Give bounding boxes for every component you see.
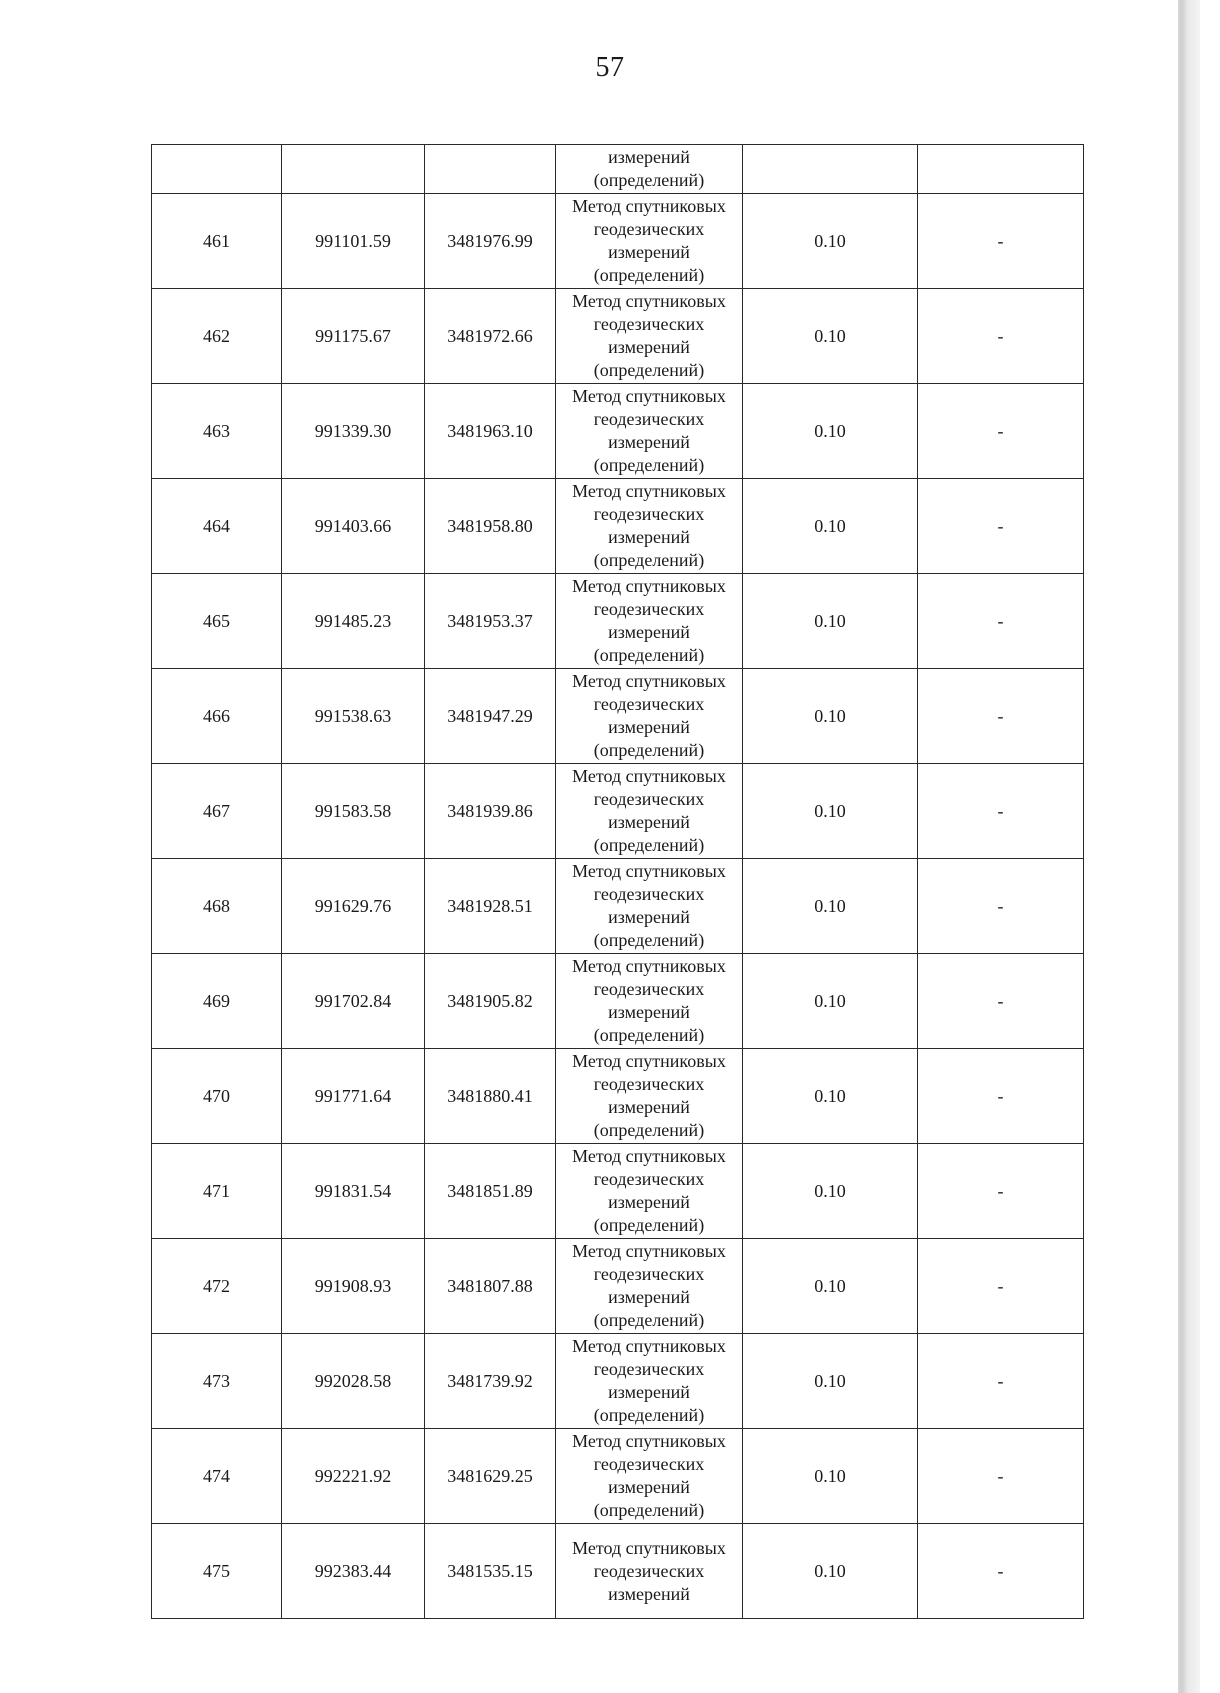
method-line: геодезических — [593, 884, 705, 904]
method-line: измерений — [608, 1002, 690, 1022]
method-cell — [556, 1144, 743, 1239]
method-cell — [556, 574, 743, 669]
method-line: измерений — [608, 907, 690, 927]
table-row — [152, 669, 1084, 764]
method-line: Метод спутниковых — [572, 291, 726, 311]
coordinates-table-body — [152, 145, 1084, 1619]
table-row — [152, 479, 1084, 574]
method-line: измерений — [608, 147, 690, 167]
method-cell — [556, 1049, 743, 1144]
x-coordinate-cell — [282, 145, 425, 194]
table-row — [152, 384, 1084, 479]
note-cell: - — [918, 194, 1084, 289]
method-line: измерений — [608, 527, 690, 547]
accuracy-cell: 0.10 — [743, 1049, 918, 1144]
y-coordinate-cell: 3481976.99 — [425, 194, 556, 289]
accuracy-cell: 0.10 — [743, 384, 918, 479]
accuracy-cell — [743, 145, 918, 194]
x-coordinate-cell: 991101.59 — [282, 194, 425, 289]
method-line: (определений) — [593, 1405, 705, 1425]
table-row — [152, 1334, 1084, 1429]
point-number-cell: 473 — [152, 1334, 282, 1429]
method-line: Метод спутниковых — [572, 861, 726, 881]
method-line: измерений — [608, 1192, 690, 1212]
table-row — [152, 764, 1084, 859]
point-number-cell: 464 — [152, 479, 282, 574]
accuracy-cell: 0.10 — [743, 669, 918, 764]
y-coordinate-cell: 3481905.82 — [425, 954, 556, 1049]
method-line: измерений — [608, 1583, 690, 1604]
method-line: геодезических — [593, 219, 705, 239]
method-line: геодезических — [593, 409, 705, 429]
accuracy-cell: 0.10 — [743, 1334, 918, 1429]
accuracy-cell: 0.10 — [743, 1144, 918, 1239]
method-line: измерений — [608, 622, 690, 642]
y-coordinate-cell — [425, 145, 556, 194]
method-line: Метод спутниковых — [572, 766, 726, 786]
method-line: Метод спутниковых — [572, 1431, 726, 1451]
method-line: измерений — [608, 1287, 690, 1307]
note-cell: - — [918, 954, 1084, 1049]
accuracy-cell: 0.10 — [743, 1524, 918, 1619]
method-line: измерений — [608, 1477, 690, 1497]
method-cell — [556, 289, 743, 384]
method-line: геодезических — [593, 979, 705, 999]
x-coordinate-cell: 992221.92 — [282, 1429, 425, 1524]
y-coordinate-cell: 3481629.25 — [425, 1429, 556, 1524]
table-row — [152, 859, 1084, 954]
table-row — [152, 1239, 1084, 1334]
method-line: геодезических — [593, 504, 705, 524]
method-line: геодезических — [593, 789, 705, 809]
method-line: (определений) — [593, 265, 705, 285]
method-cell — [556, 1334, 743, 1429]
table-row-continuation — [152, 145, 1084, 194]
point-number-cell: 461 — [152, 194, 282, 289]
table-row — [152, 1144, 1084, 1239]
method-line: геодезических — [593, 1264, 705, 1284]
point-number-cell: 472 — [152, 1239, 282, 1334]
method-line: измерений — [608, 1097, 690, 1117]
method-line: Метод спутниковых — [572, 1241, 726, 1261]
method-cell — [556, 1429, 743, 1524]
method-line: геодезических — [593, 1560, 705, 1581]
method-line: (определений) — [593, 645, 705, 665]
x-coordinate-cell: 991583.58 — [282, 764, 425, 859]
coordinates-table-wrapper — [151, 144, 1083, 1604]
method-line: (определений) — [593, 550, 705, 570]
accuracy-cell: 0.10 — [743, 289, 918, 384]
table-row — [152, 954, 1084, 1049]
x-coordinate-cell: 991908.93 — [282, 1239, 425, 1334]
note-cell: - — [918, 574, 1084, 669]
method-cell — [556, 384, 743, 479]
method-line: (определений) — [593, 455, 705, 475]
method-cell — [556, 859, 743, 954]
note-cell: - — [918, 1239, 1084, 1334]
point-number-cell: 469 — [152, 954, 282, 1049]
method-line: геодезических — [593, 599, 705, 619]
method-line: измерений — [608, 717, 690, 737]
y-coordinate-cell: 3481928.51 — [425, 859, 556, 954]
method-line: Метод спутниковых — [572, 1051, 726, 1071]
method-cell — [556, 669, 743, 764]
method-line: измерений — [608, 242, 690, 262]
note-cell: - — [918, 764, 1084, 859]
table-row — [152, 194, 1084, 289]
method-line: Метод спутниковых — [572, 1336, 726, 1356]
method-cell — [556, 479, 743, 574]
y-coordinate-cell: 3481939.86 — [425, 764, 556, 859]
table-row — [152, 1429, 1084, 1524]
method-line: (определений) — [593, 1025, 705, 1045]
method-cell — [556, 194, 743, 289]
method-line: (определений) — [593, 930, 705, 950]
accuracy-cell: 0.10 — [743, 1429, 918, 1524]
x-coordinate-cell: 991339.30 — [282, 384, 425, 479]
y-coordinate-cell: 3481880.41 — [425, 1049, 556, 1144]
method-line: (определений) — [593, 1120, 705, 1140]
method-line: Метод спутниковых — [572, 1146, 726, 1166]
method-line: геодезических — [593, 1454, 705, 1474]
note-cell: - — [918, 479, 1084, 574]
accuracy-cell: 0.10 — [743, 479, 918, 574]
method-line: измерений — [608, 337, 690, 357]
method-line: геодезических — [593, 694, 705, 714]
table-row — [152, 1049, 1084, 1144]
y-coordinate-cell: 3481739.92 — [425, 1334, 556, 1429]
x-coordinate-cell: 992383.44 — [282, 1524, 425, 1619]
point-number-cell: 470 — [152, 1049, 282, 1144]
x-coordinate-cell: 992028.58 — [282, 1334, 425, 1429]
method-line: Метод спутниковых — [572, 671, 726, 691]
point-number-cell: 467 — [152, 764, 282, 859]
x-coordinate-cell: 991538.63 — [282, 669, 425, 764]
method-cell — [556, 954, 743, 1049]
y-coordinate-cell: 3481972.66 — [425, 289, 556, 384]
y-coordinate-cell: 3481953.37 — [425, 574, 556, 669]
method-line: (определений) — [593, 170, 705, 190]
method-cell — [556, 1239, 743, 1334]
coordinates-table — [151, 144, 1084, 1619]
x-coordinate-cell: 991702.84 — [282, 954, 425, 1049]
method-line: (определений) — [593, 1500, 705, 1520]
table-row — [152, 289, 1084, 384]
y-coordinate-cell: 3481535.15 — [425, 1524, 556, 1619]
method-line: (определений) — [593, 360, 705, 380]
note-cell: - — [918, 1524, 1084, 1619]
x-coordinate-cell: 991629.76 — [282, 859, 425, 954]
note-cell: - — [918, 859, 1084, 954]
method-line: измерений — [608, 1382, 690, 1402]
point-number-cell — [152, 145, 282, 194]
point-number-cell: 471 — [152, 1144, 282, 1239]
table-row — [152, 574, 1084, 669]
method-line: (определений) — [593, 1310, 705, 1330]
method-cell — [556, 764, 743, 859]
note-cell: - — [918, 1049, 1084, 1144]
method-line: Метод спутниковых — [572, 386, 726, 406]
method-line: Метод спутниковых — [572, 956, 726, 976]
method-line: Метод спутниковых — [572, 481, 726, 501]
method-line: измерений — [608, 812, 690, 832]
y-coordinate-cell: 3481958.80 — [425, 479, 556, 574]
accuracy-cell: 0.10 — [743, 574, 918, 669]
point-number-cell: 468 — [152, 859, 282, 954]
x-coordinate-cell: 991403.66 — [282, 479, 425, 574]
note-cell: - — [918, 384, 1084, 479]
point-number-cell: 465 — [152, 574, 282, 669]
accuracy-cell: 0.10 — [743, 764, 918, 859]
method-line: Метод спутниковых — [572, 576, 726, 596]
method-cell — [556, 1524, 743, 1619]
x-coordinate-cell: 991485.23 — [282, 574, 425, 669]
x-coordinate-cell: 991771.64 — [282, 1049, 425, 1144]
point-number-cell: 475 — [152, 1524, 282, 1619]
note-cell: - — [918, 669, 1084, 764]
note-cell: - — [918, 1144, 1084, 1239]
note-cell: - — [918, 1429, 1084, 1524]
method-line: (определений) — [593, 1215, 705, 1235]
point-number-cell: 466 — [152, 669, 282, 764]
accuracy-cell: 0.10 — [743, 859, 918, 954]
method-line: геодезических — [593, 314, 705, 334]
accuracy-cell: 0.10 — [743, 1239, 918, 1334]
method-line: геодезических — [593, 1169, 705, 1189]
method-line: Метод спутниковых — [572, 1537, 726, 1558]
x-coordinate-cell: 991831.54 — [282, 1144, 425, 1239]
accuracy-cell: 0.10 — [743, 954, 918, 1049]
point-number-cell: 474 — [152, 1429, 282, 1524]
y-coordinate-cell: 3481851.89 — [425, 1144, 556, 1239]
y-coordinate-cell: 3481807.88 — [425, 1239, 556, 1334]
table-row — [152, 1524, 1084, 1619]
accuracy-cell: 0.10 — [743, 194, 918, 289]
method-cell — [556, 145, 743, 194]
page-number: 57 — [595, 52, 625, 83]
method-line: (определений) — [593, 835, 705, 855]
point-number-cell: 462 — [152, 289, 282, 384]
method-line: геодезических — [593, 1074, 705, 1094]
x-coordinate-cell: 991175.67 — [282, 289, 425, 384]
y-coordinate-cell: 3481963.10 — [425, 384, 556, 479]
method-line: (определений) — [593, 740, 705, 760]
note-cell: - — [918, 289, 1084, 384]
y-coordinate-cell: 3481947.29 — [425, 669, 556, 764]
point-number-cell: 463 — [152, 384, 282, 479]
note-cell — [918, 145, 1084, 194]
method-line: Метод спутниковых — [572, 196, 726, 216]
method-line: геодезических — [593, 1359, 705, 1379]
note-cell: - — [918, 1334, 1084, 1429]
scan-edge-shadow — [1178, 0, 1200, 1693]
method-line: измерений — [608, 432, 690, 452]
